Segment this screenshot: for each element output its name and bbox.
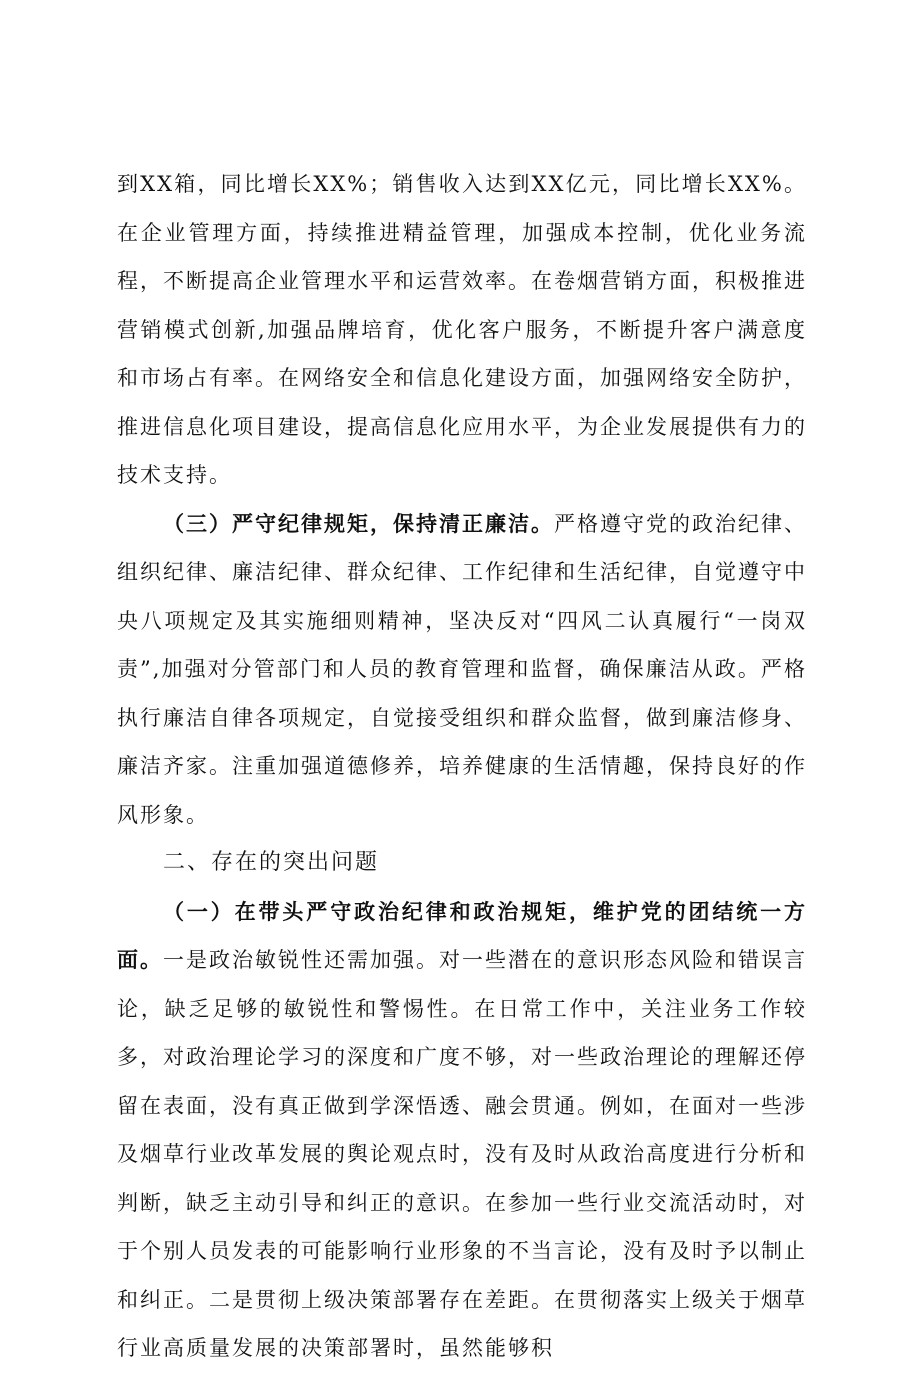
- paragraph-political-discipline-lead: （一）在带头严守政治纪律和政治规矩，维护党的团结统一方面。: [117, 898, 807, 972]
- document-body: [117, 160, 807, 1373]
- paragraph-political-discipline: [117, 888, 807, 1373]
- paragraph-political-discipline-body: 一是政治敏锐性还需加强。对一些潜在的意识形态风险和错误言论，缺乏足够的敏锐性和警惕性。在日常工作中，关注业务工作较多，对政治理论学习的深度和广度不够，对一些政治理论的理解还停留在表面，没有真正做到学深悟透、融会贯通。例如，在面对一些涉及烟草行业改革发展的舆论观点时，没有及时从政治高度进行分析和判断，缺乏主动引导和纠正的意识。在参加一些行业交流活动时，对于个别人员发表的可能影响行业形象的不当言论，没有及时予以制止和纠正。二是贯彻上级决策部署存在差距。在贯彻落实上级关于烟草行业高质量发展的决策部署时，虽然能够积: [117, 948, 807, 1360]
- paragraph-business-achievements: 到XX箱，同比增长XX%；销售收入达到XX亿元，同比增长XX%。在企业管理方面，持续推进精益管理，加强成本控制，优化业务流程，不断提高企业管理水平和运营效率。在卷烟营销方面，积极推进营销模式创新,加强品牌培育，优化客户服务，不断提升客户满意度和市场占有率。在网络安全和信息化建设方面，加强网络安全防护，推进信息化项目建设，提高信息化应用水平，为企业发展提供有力的技术支持。: [117, 172, 807, 487]
- paragraph-discipline-body: 严格遵守党的政治纪律、组织纪律、廉洁纪律、群众纪律、工作纪律和生活纪律，自觉遵守中央八项规定及其实施细则精神，坚决反对“四风二认真履行“一岗双责”,加强对分管部门和人员的教育管理和监督，确保廉洁从政。严格执行廉洁自律各项规定，自觉接受组织和群众监督，做到廉洁修身、廉洁齐家。注重加强道德修养，培养健康的生活情趣，保持良好的作风形象。: [117, 511, 807, 827]
- section-heading-problems: 二、存在的突出问题: [163, 850, 380, 875]
- paragraph-discipline: [117, 500, 807, 840]
- paragraph-discipline-lead: （三）严守纪律规矩，保持清正廉洁。: [163, 510, 554, 536]
